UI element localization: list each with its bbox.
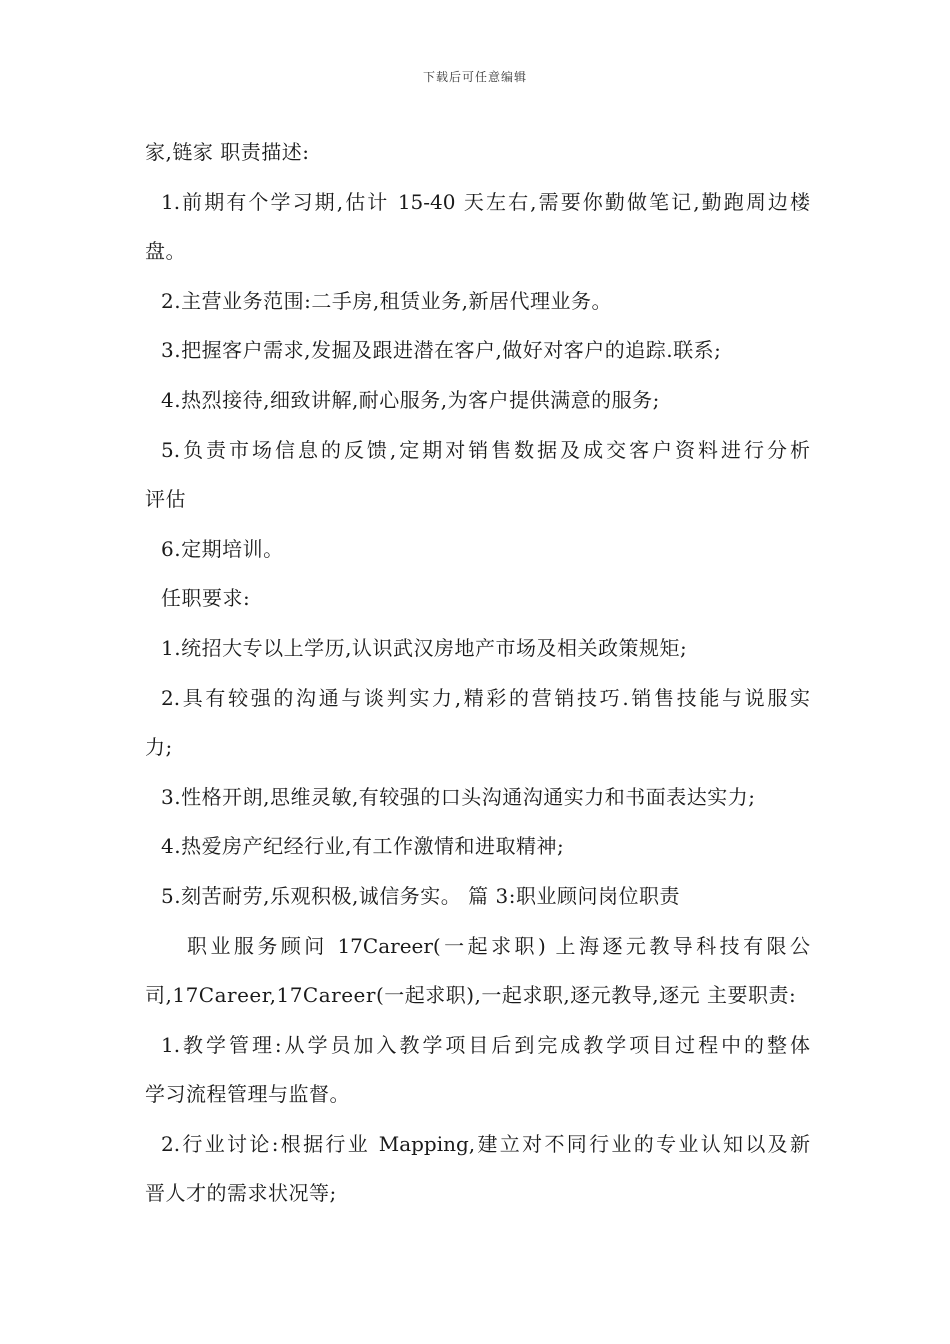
text-line: 学习流程管理与监督。 [145,1082,350,1107]
text-line: 1.教学管理:从学员加入教学项目后到完成教学项目过程中的整体 [161,1032,810,1057]
text-line: 评估 [145,487,186,512]
text-line: 司,17Career,17Career(一起求职),一起求职,逐元教导,逐元 主要职责: [145,983,797,1008]
text-line: 5.刻苦耐劳,乐观积极,诚信务实。 篇 3:职业顾问岗位职责 [161,883,680,908]
section-heading: 任职要求: [161,586,251,611]
text-line: 晋人才的需求状况等; [145,1181,337,1206]
text-line: 1.前期有个学习期,估计 15-40 天左右,需要你勤做笔记,勤跑周边楼 [161,189,810,214]
text-line: 2.主营业务范围:二手房,租赁业务,新居代理业务。 [161,288,613,313]
document-body [145,128,810,1219]
text-line: 2.行业讨论:根据行业 Mapping,建立对不同行业的专业认知以及新 [161,1131,810,1156]
text-line: 5.负责市场信息的反馈,定期对销售数据及成交客户资料进行分析 [161,437,810,462]
text-line: 力; [145,735,173,760]
text-line: 3.把握客户需求,发掘及跟进潜在客户,做好对客户的追踪.联系; [161,338,722,363]
text-line: 4.热爱房产纪经行业,有工作激情和进取精神; [161,834,565,859]
text-line: 家,链家 职责描述: [145,140,310,164]
text-line: 职业服务顾问 17Career(一起求职) 上海逐元教导科技有限公 [187,933,810,958]
text-line: 盘。 [145,239,186,264]
text-line: 2.具有较强的沟通与谈判实力,精彩的营销技巧.销售技能与说服实 [161,685,810,710]
text-line: 3.性格开朗,思维灵敏,有较强的口头沟通沟通实力和书面表达实力; [161,784,756,809]
text-line: 6.定期培训。 [161,536,284,561]
header-note: 下载后可任意编辑 [422,70,527,84]
text-line: 1.统招大专以上学历,认识武汉房地产市场及相关政策规矩; [161,635,688,660]
text-line: 4.热烈接待,细致讲解,耐心服务,为客户提供满意的服务; [161,387,660,412]
